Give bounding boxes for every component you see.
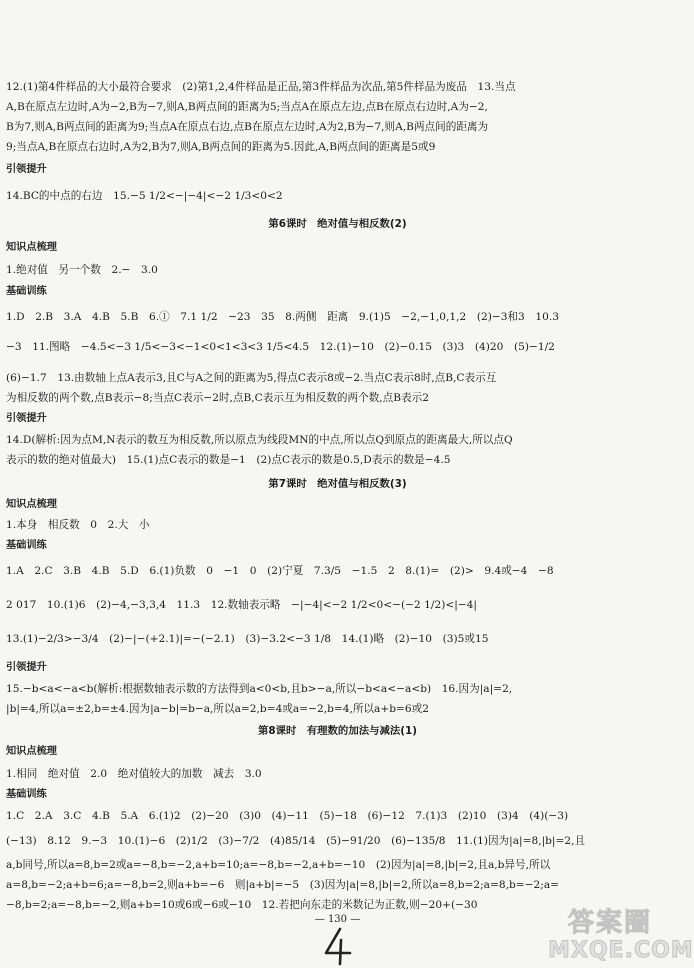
lesson-title: 第6课时 绝对值与相反数(2) — [268, 218, 407, 230]
answer-line: 1.C 2.A 3.C 4.B 5.A 6.(1)2 (2)−20 (3)0 (4)−11 (5)−18 (6)−12 7.(1)3 (2)10 (3)4 (4)(−3) — [6, 810, 569, 822]
page-number: — 130 — — [314, 914, 361, 925]
section-heading: 知识点梳理 — [6, 746, 57, 757]
watermark-url-text: MXQE.COM — [548, 938, 694, 963]
answer-line: 1.绝对值 另一个数 2.− 3.0 — [6, 264, 158, 276]
handwritten-number-four-icon — [320, 926, 356, 966]
answer-line: |b|=4,所以a=±2,b=±4.因为|a−b|=b−a,所以a=2,b=4或a=−2,b=4,所以a+b=6或2 — [6, 703, 429, 715]
answer-line: a,b同号,所以a=8,b=2或a=−8,b=−2,a+b=10;a=−8,b=−2,a+b=−10 (2)因为|a|=8,|b|=2,且a,b异号,所以 — [6, 859, 551, 871]
answer-line: (−13) 8.12 9.−3 10.(1)−6 (2)1/2 (3)−7/2 (4)85/14 (5)−91/20 (6)−135/8 11.(1)因为|a|=8,|b|=2,且 — [6, 835, 586, 847]
answer-line: A,B在原点左边时,A为−2,B为−7,则A,B两点间的距离为5;当点A在原点左边,点B在原点右边时,A为−2, — [6, 101, 488, 113]
watermark-logo — [548, 900, 694, 966]
answer-line: 1.相同 绝对值 2.0 绝对值较大的加数 减去 3.0 — [6, 768, 262, 780]
answer-line: 表示的数的绝对值最大) 15.(1)点C表示的数是−1 (2)点C表示的数是0.5,D表示的数是−4.5 — [6, 454, 451, 466]
section-heading: 引领提升 — [6, 164, 47, 175]
answer-line: a=8,b=−2;a+b=6;a=−8,b=2,则a+b=−6 则|a+b|=−5 (3)因为|a|=8,|b|=2,所以a=8,b=2;a=8,b=−2;a= — [6, 879, 560, 891]
section-heading: 基础训练 — [6, 789, 47, 800]
answer-line: 2 017 10.(1)6 (2)−4,−3,3,4 11.3 12.数轴表示略 −|−4|<−2 1/2<0<−(−2 1/2)<|−4| — [6, 599, 477, 611]
answer-line: 1.D 2.B 3.A 4.B 5.B 6.① 7.1 1/2 −23 35 8.两侧 距离 9.(1)5 −2,−1,0,1,2 (2)−3和3 10.3 — [6, 311, 559, 323]
answer-line: 15.−b<a<−a<b(解析:根据数轴表示数的方法得到a<0<b,且b>−a,所以−b<a<−a<b) 16.因为|a|=2, — [6, 683, 513, 695]
answer-line: B为7,则A,B两点间的距离为9;当点A在原点右边,点B在原点左边时,A为2,B为−7,则A,B两点间的距离为 — [6, 121, 489, 133]
section-heading: 知识点梳理 — [6, 242, 57, 253]
lesson-title: 第7课时 绝对值与相反数(3) — [268, 478, 407, 490]
answer-line: 13.(1)−2/3>−3/4 (2)−|−(+2.1)|=−(−2.1) (3)−3.2<−3 1/8 14.(1)略 (2)−10 (3)5或15 — [6, 633, 489, 645]
section-heading: 知识点梳理 — [6, 499, 57, 510]
answer-line: 9;当点A,B在原点右边时,A为2,B为7,则A,B两点间的距离为5.因此,A,B两点间的距离是5或9 — [6, 141, 436, 153]
section-heading: 基础训练 — [6, 286, 47, 297]
answer-line: 1.A 2.C 3.B 4.B 5.D 6.(1)负数 0 −1 0 (2)宁夏 7.3/5 −1.5 2 8.(1)= (2)> 9.4或−4 −8 — [6, 565, 554, 577]
answer-line: 12.(1)第4件样品的大小最符合要求 (2)第1,2,4件样品是正品,第3件样品为次品,第5件样品为废品 13.当点 — [6, 81, 516, 93]
section-heading: 基础训练 — [6, 540, 47, 551]
answer-line: 1.本身 相反数 0 2.大 小 — [6, 519, 150, 531]
section-heading: 引领提升 — [6, 413, 47, 424]
answer-line: 14.BC的中点的右边 15.−5 1/2<−|−4|<−2 1/3<0<2 — [6, 190, 283, 202]
answer-line: 为相反数的两个数,点B表示−8;当点C表示−2时,点B,C表示互为相反数的两个数,点B表示2 — [6, 392, 429, 404]
answer-line: 14.D(解析:因为点M,N表示的数互为相反数,所以原点为线段MN的中点,所以点Q到原点的距离最大,所以点Q — [6, 434, 513, 446]
answer-line: (6)−1.7 13.由数轴上点A表示3,且C与A之间的距离为5,得点C表示8或−2.当点C表示8时,点B,C表示互 — [6, 372, 497, 384]
answer-line: −8,b=2;a=−8,b=−2,则a+b=10或6或−6或−10 12.若把向东走的米数记为正数,则−20+(−30 — [6, 899, 478, 911]
watermark-top-text: 答案圈 — [567, 908, 652, 938]
lesson-title: 第8课时 有理数的加法与减法(1) — [257, 725, 418, 737]
answer-line: −3 11.图略 −4.5<−3 1/5<−3<−1<0<1<3<3 1/5<4.5 12.(1)−10 (2)−0.15 (3)3 (4)20 (5)−1/2 — [6, 341, 555, 353]
section-heading: 引领提升 — [6, 662, 47, 673]
